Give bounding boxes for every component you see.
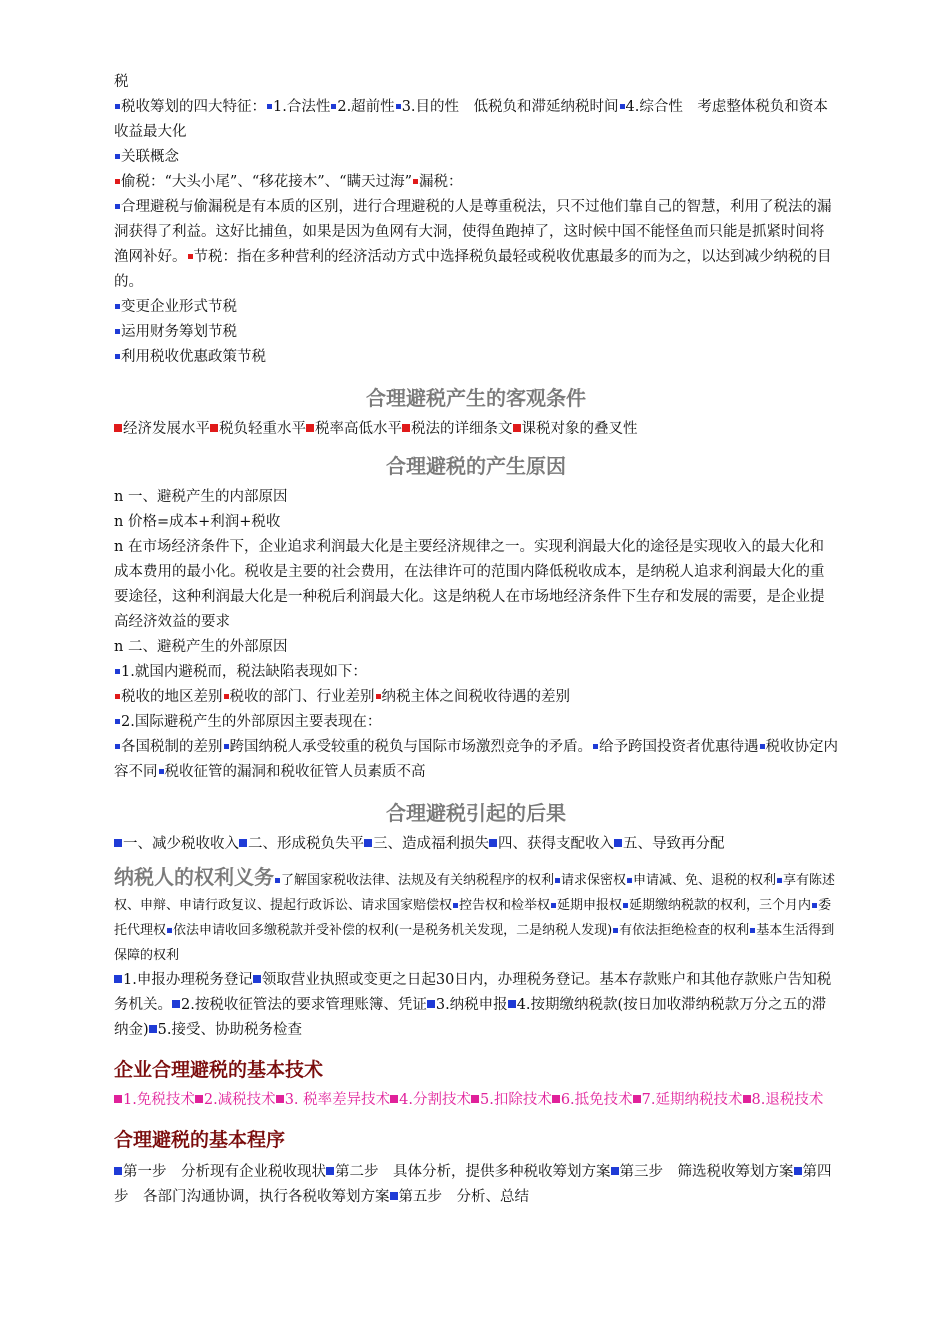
bullet-icon	[620, 104, 625, 109]
text: 一、减少税收收入	[123, 836, 239, 852]
bullet-icon	[115, 329, 120, 334]
bullet-icon	[794, 1167, 802, 1175]
paragraph: n 在市场经济条件下，企业追求利润最大化是主要经济规律之一。实现利润最大化的途径是实现收入的最大化和成本费用的最小化。税收是主要的社会费用，在法律许可的范围内降低税收成本，是纳税人追求利润最大化的重要途径，这种利润最大化是一种税后利润最大化。这是纳税人在市场地经济条件下生存和发展的需要，是企业提高经济效益的要求	[114, 539, 825, 630]
bullet-icon	[195, 1095, 203, 1103]
text: 五、导致再分配	[623, 836, 725, 852]
text: 有依法拒绝检查的权利	[619, 923, 750, 938]
text: 税收的地区差别	[121, 689, 223, 705]
paragraph	[114, 195, 838, 295]
text: 税法的详细条文	[411, 421, 513, 437]
bullet-icon	[760, 744, 765, 749]
bullet-icon	[115, 104, 120, 109]
text: 偷税：“大头小尾”、“移花接木”、“瞒天过海”	[121, 174, 412, 190]
bullet-icon	[172, 1000, 180, 1008]
paragraph	[114, 70, 838, 95]
text: 1.合法性	[273, 99, 331, 115]
bullet-icon	[743, 1095, 751, 1103]
paragraph: n 价格=成本+利润+税收	[114, 514, 281, 530]
paragraph: n 一、避税产生的内部原因	[114, 489, 288, 505]
paragraph	[114, 660, 838, 685]
document-page	[114, 70, 838, 1210]
text: 纳税主体之间税收待遇的差别	[381, 689, 570, 705]
paragraph	[114, 345, 838, 370]
paragraph-duties	[114, 968, 838, 1043]
bullet-icon	[777, 878, 782, 883]
section-title: 企业合理避税的基本技术	[114, 1059, 324, 1081]
bullet-icon	[489, 839, 497, 847]
section-title: 合理避税的产生原因	[386, 454, 566, 478]
text: 1.申报办理税务登记	[123, 972, 253, 988]
text: 3.纳税申报	[435, 997, 508, 1013]
bullet-icon	[750, 928, 755, 933]
bullet-icon	[453, 903, 458, 908]
bullet-icon	[633, 1095, 641, 1103]
text: 5.接受、协助税务检查	[157, 1022, 303, 1038]
bullet-icon	[115, 304, 120, 309]
paragraph	[114, 710, 838, 735]
paragraph	[114, 685, 838, 710]
bullet-icon	[159, 769, 164, 774]
bullet-icon	[402, 424, 410, 432]
paragraph-rights	[114, 865, 838, 968]
text: 4.综合性 考虑整体税负和资本收益最大化	[114, 99, 828, 140]
paragraph-features	[114, 95, 838, 145]
text: 领取营业执照或变更之日起30日内，办理税务登记。基本存款账户和其他存款账户告知税务机关。	[114, 972, 832, 1013]
paragraph	[114, 145, 838, 170]
paragraph-conditions	[114, 417, 838, 442]
text: 3. 税率差异技术	[284, 1092, 391, 1108]
paragraph: n 二、避税产生的外部原因	[114, 639, 288, 655]
paragraph-techniques	[114, 1088, 838, 1113]
text: 给予跨国投资者优惠待遇	[599, 739, 759, 755]
text: 2.按税收征管法的要求管理账簿、凭证	[181, 997, 427, 1013]
text: 请求保密权	[561, 873, 627, 888]
bullet-icon	[115, 694, 120, 699]
bullet-icon	[593, 744, 598, 749]
bullet-icon	[210, 424, 218, 432]
text: 延期申报权	[557, 898, 623, 913]
bullet-icon	[167, 928, 172, 933]
text: 变更企业形式节税	[121, 299, 237, 315]
text: 三、造成福利损失	[373, 836, 489, 852]
paragraph	[114, 170, 838, 195]
paragraph	[114, 320, 838, 345]
bullet-icon	[614, 839, 622, 847]
text: 节税：指在多种营利的经济活动方式中选择税负最轻或税收优惠最多的而为之，以达到减少纳税的目的。	[114, 249, 832, 290]
bullet-icon	[115, 154, 120, 159]
text: 经济发展水平	[123, 421, 210, 437]
section-title: 合理避税的基本程序	[114, 1129, 286, 1151]
bullet-icon	[611, 1167, 619, 1175]
paragraph-consequences	[114, 832, 838, 857]
text: 7.延期纳税技术	[641, 1092, 743, 1108]
text: 税率高低水平	[315, 421, 402, 437]
text-line: 税	[114, 74, 129, 90]
bullet-icon	[427, 1000, 435, 1008]
text: 申请减、免、退税的权利	[633, 873, 777, 888]
text: 4.按期缴纳税款(按日加收滞纳税款万分之五的滞纳金)	[114, 997, 827, 1038]
bullet-icon	[390, 1095, 398, 1103]
text: 4.分割技术	[399, 1092, 471, 1108]
text: 关联概念	[121, 149, 179, 165]
text: 第五步 分析、总结	[398, 1189, 529, 1205]
bullet-icon	[149, 1025, 157, 1033]
text: 依法申请收回多缴税款并受补偿的权利(一是税务机关发现，二是纳税人发现)	[173, 923, 613, 938]
bullet-icon	[552, 1095, 560, 1103]
paragraph	[114, 295, 838, 320]
bullet-icon	[390, 1192, 398, 1200]
bullet-icon	[114, 424, 122, 432]
text: 2.减税技术	[203, 1092, 276, 1108]
text: 利用税收优惠政策节税	[121, 349, 266, 365]
bullet-icon	[627, 878, 632, 883]
bullet-icon	[115, 744, 120, 749]
bullet-icon	[413, 179, 418, 184]
text: 课税对象的叠叉性	[521, 421, 638, 437]
bullet-icon	[224, 744, 229, 749]
bullet-icon	[471, 1095, 479, 1103]
bullet-icon	[508, 1000, 516, 1008]
text: 享有陈述权、申辩、申请行政复议、提起行政诉讼、请求国家赔偿权	[114, 873, 836, 913]
paragraph	[114, 735, 838, 785]
bullet-icon	[267, 104, 272, 109]
text: 第一步 分析现有企业税收现状	[123, 1164, 326, 1180]
bullet-icon	[115, 354, 120, 359]
bullet-icon	[513, 424, 521, 432]
text: 跨国纳税人承受较重的税负与国际市场激烈竞争的矛盾。	[229, 739, 592, 755]
text: 委托代理权	[114, 898, 832, 938]
text: 2.国际避税产生的外部原因主要表现在：	[121, 714, 382, 730]
text: 各国税制的差别	[121, 739, 223, 755]
section-title: 合理避税引起的后果	[386, 801, 566, 825]
bullet-icon	[115, 719, 120, 724]
text: 第三步 筛选税收筹划方案	[619, 1164, 794, 1180]
bullet-icon	[188, 254, 193, 259]
bullet-icon	[623, 903, 628, 908]
bullet-icon	[555, 878, 560, 883]
text: 四、获得支配收入	[498, 836, 614, 852]
section-title: 合理避税产生的客观条件	[366, 386, 586, 410]
text: 税收协定内容不同	[114, 739, 838, 780]
bullet-icon	[364, 839, 372, 847]
bullet-icon	[224, 694, 229, 699]
text: 2.超前性	[337, 99, 395, 115]
text: 税收征管的漏洞和税收征管人员素质不高	[164, 764, 426, 780]
bullet-icon	[114, 975, 122, 983]
text: 二、形成税负失平	[248, 836, 364, 852]
text: 3.目的性 低税负和滞延纳税时间	[401, 99, 619, 115]
bullet-icon	[276, 1095, 284, 1103]
text: 了解国家税收法律、法规及有关纳税程序的权利	[281, 873, 555, 888]
bullet-icon	[275, 878, 280, 883]
paragraph-procedure	[114, 1160, 838, 1210]
text: 漏税：	[418, 174, 463, 190]
text: 5.扣除技术	[479, 1092, 552, 1108]
text: 控告权和检举权	[459, 898, 551, 913]
bullet-icon	[114, 1167, 122, 1175]
bullet-icon	[306, 424, 314, 432]
text: 税收筹划的四大特征：	[121, 99, 266, 115]
text: 税收的部门、行业差别	[229, 689, 375, 705]
text: 税负轻重水平	[219, 421, 306, 437]
bullet-icon	[396, 104, 401, 109]
bullet-icon	[115, 204, 120, 209]
bullet-icon	[326, 1167, 334, 1175]
bullet-icon	[551, 903, 556, 908]
text: 基本生活得到保障的权利	[114, 923, 835, 963]
bullet-icon	[115, 669, 120, 674]
text: 延期缴纳税款的权利，三个月内	[629, 898, 812, 913]
bullet-icon	[115, 179, 120, 184]
text: 1.免税技术	[123, 1092, 195, 1108]
text: 8.退税技术	[751, 1092, 824, 1108]
bullet-icon	[376, 694, 381, 699]
text: 运用财务筹划节税	[121, 324, 237, 340]
section-title: 纳税人的权利义务	[114, 865, 274, 889]
bullet-icon	[114, 1095, 122, 1103]
bullet-icon	[253, 975, 261, 983]
bullet-icon	[239, 839, 247, 847]
text: 第二步 具体分析，提供多种税收筹划方案	[335, 1164, 611, 1180]
bullet-icon	[331, 104, 336, 109]
bullet-icon	[812, 903, 817, 908]
text: 第四步 各部门沟通协调，执行各税收筹划方案	[114, 1164, 832, 1205]
text: 合理避税与偷漏税是有本质的区别，进行合理避税的人是尊重税法，只不过他们靠自己的智慧，利用了税法的漏洞获得了利益。这好比捕鱼，如果是因为鱼网有大洞，使得鱼跑掉了，这时候中国不能怪鱼而只能是抓紧时间将渔网补好。	[114, 199, 832, 265]
bullet-icon	[613, 928, 618, 933]
bullet-icon	[114, 839, 122, 847]
text: 6.抵免技术	[560, 1092, 633, 1108]
text: 1.就国内避税而，税法缺陷表现如下：	[121, 664, 367, 680]
